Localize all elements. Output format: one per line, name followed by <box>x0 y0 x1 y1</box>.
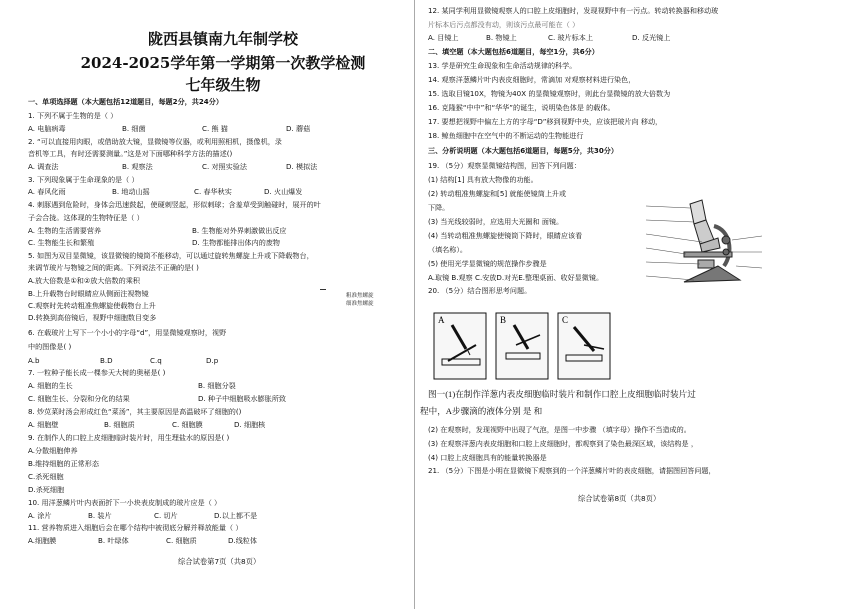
option: C. 细胞膜 <box>172 420 203 429</box>
coarse-adjustment-label: 粗准焦螺旋 <box>346 293 374 299</box>
question-4-options-a <box>28 226 287 235</box>
option: C. 对照实验法 <box>202 162 247 171</box>
option: A. 细胞壁 <box>28 420 59 429</box>
question-7: 7. 一粒种子能长成一棵参天大树的奥秘是( ) <box>28 368 166 377</box>
option: B. 细胞质 <box>104 420 135 429</box>
option: B. 观察法 <box>122 162 153 171</box>
question-6-line1: 6. 在载玻片上写下一个小小的字母“d”，用显微镜观察时，视野 <box>28 328 227 337</box>
question-19-part2-line2: 下降。 <box>428 203 450 212</box>
question-19-part5-options: A.取镜 B.观察 C.安放D.对光E.整理桌面、收好显微镜。 <box>428 273 604 282</box>
question-5-option-c: C.观察时先转动粗准焦螺旋使载物台上升 <box>28 301 156 310</box>
option: A. 细胞的生长 <box>28 381 73 390</box>
option: D.以上都不是 <box>214 511 258 520</box>
figure-caption-line2: 程中，A步骤滴的液体分别 是 和 <box>420 406 543 416</box>
question-16: 16. 克隆猴“中中”和“华华”的诞生，说明染色体是 的载体。 <box>428 103 615 112</box>
question-9-option-d: D.杀死细胞 <box>28 485 65 494</box>
question-19-part5: (5) 使用光学显微镜的规范操作步骤是 <box>428 259 547 268</box>
option: C. 细胞质 <box>166 536 197 545</box>
option: A. 涂片 <box>28 511 52 520</box>
question-10-options <box>28 511 257 520</box>
question-19-part2-line1: (2) 转动粗准焦螺旋和[5] 就能使镜筒上升或 <box>428 189 567 198</box>
page-footer-right: 综合试卷第8页（共8页） <box>578 494 661 503</box>
option: B. 地动山摇 <box>112 187 150 196</box>
option: B. 细胞分裂 <box>198 381 236 390</box>
question-12-line1: 12. 某同学利用显微镜观察人的口腔上皮细胞时，发现视野中有一污点。转动转换器和移动玻 <box>428 6 719 15</box>
option: A.细胞膜 <box>28 536 57 545</box>
question-7-options-b <box>28 394 286 403</box>
option: B. 叶绿体 <box>98 536 129 545</box>
question-9-option-c: C.杀死细胞 <box>28 472 64 481</box>
section-1-heading: 一、单项选择题（本大题包括12道题目，每题2分，共24分） <box>28 97 223 106</box>
question-2-options <box>28 162 317 171</box>
question-4-options-b <box>28 238 280 247</box>
option: C. 春华秋实 <box>194 187 232 196</box>
option: B. 细菌 <box>122 124 146 133</box>
question-9: 9. 在制作人的口腔上皮细胞临时装片时，用生理盐水的原因是( ) <box>28 433 230 442</box>
option: B. 装片 <box>88 511 112 520</box>
option: B. 生物能对外界刺激做出反应 <box>192 226 287 235</box>
option: A.b <box>28 356 40 365</box>
question-1: 1. 下列不属于生物的是（ ） <box>28 111 118 120</box>
question-15: 15. 选取目镜10X，物镜为40X 的显微镜观察时，则此台显微镜的放大倍数为 <box>428 89 671 98</box>
question-20-part4: (4) 口腔上皮细胞具有的能量转换器是 <box>428 453 547 462</box>
option: D. 生物都能排出体内的废物 <box>192 238 281 247</box>
microscope-diagram <box>644 196 764 292</box>
question-20: 20. （5分）结合图形思考问题。 <box>428 286 532 295</box>
section-3-heading: 三、分析说明题（本大题包括6道题目，每题5分，共30分） <box>428 146 618 155</box>
question-19: 19. （5分）观察显微镜结构图，回答下列问题： <box>428 161 581 170</box>
question-2-line1: 2. “可以直接用肉眼，或借助放大镜，显微镜等仪器，或利用照相机，摄像机，录 <box>28 137 282 146</box>
option: D. 模拟法 <box>286 162 318 171</box>
option: B. 物镜上 <box>486 33 517 42</box>
question-1-options <box>28 124 310 133</box>
question-12-line2: 片标本后污点都没有动，则该污点最可能在（ ） <box>428 20 580 29</box>
panel-c-label: C <box>562 315 569 325</box>
question-21: 21. （5分）下图是小明在显微镜下观察到的一个洋葱鳞片叶的表皮细胞，请据图回答问题， <box>428 466 716 475</box>
option: C.q <box>150 356 162 365</box>
option: A. 生物的生活需要营养 <box>28 226 102 235</box>
question-5-option-d: D.转换到高倍镜后，视野中细胞数目变多 <box>28 313 157 322</box>
question-6-options <box>28 356 218 365</box>
question-2-line2: 音机等工具，有时还需要测量。”这是对下面哪种科学方法的描述() <box>28 149 233 158</box>
option: B.D <box>100 356 113 365</box>
question-9-option-a: A.分散细胞伸养 <box>28 446 78 455</box>
question-20-part3: (3) 在观察洋葱内表皮细胞和口腔上皮细胞时，都观察到了染色最深区域，该结构是 ， <box>428 439 698 448</box>
option: D.p <box>206 356 219 365</box>
option: D. 反光镜上 <box>632 33 671 42</box>
option: A. 调查法 <box>28 162 59 171</box>
fine-adjustment-label: 细准焦螺旋 <box>346 301 374 307</box>
question-19-part4-line1: (4) 当转动粗准焦螺旋使镜筒下降时，眼睛应该看 <box>428 231 583 240</box>
question-14: 14. 观察洋葱鳞片叶内表皮细胞时，常滴加 对观察材料进行染色， <box>428 75 636 84</box>
option: C. 细胞生长、分裂和分化的结果 <box>28 394 130 403</box>
question-8: 8. 炒苋菜时汤会形成红色“菜汤”，其主要原因是高温破坏了细胞的() <box>28 407 242 416</box>
question-5-line2: 来调节玻片与物镜之间的距离。下列说法不正确的是( ) <box>28 263 199 272</box>
option: D. 种子中细胞吸水膨胀所致 <box>198 394 287 403</box>
school-title: 陇西县镇南九年制学校 <box>147 30 298 48</box>
exam-title: 2024-2025学年第一学期第一次教学检测 <box>80 54 366 72</box>
option: A. 春风化雨 <box>28 187 66 196</box>
figure-caption-line1: 图一(1)在制作洋葱内表皮细胞临时装片和制作口腔上皮细胞临时装片过 <box>428 389 696 399</box>
question-7-options-a <box>28 381 236 390</box>
question-12-options <box>428 33 670 42</box>
page-footer-left: 综合试卷第7页（共8页） <box>178 557 261 566</box>
option: A. 目镜上 <box>428 33 459 42</box>
option: C. 玻片标本上 <box>548 33 593 42</box>
option: C. 熊 猫 <box>202 124 228 133</box>
option: C. 切片 <box>154 511 178 520</box>
question-18: 18. 鲸鱼细胞中在空气中的不断运动的生物能进行 <box>428 131 584 140</box>
question-20-part2: (2) 在观察时，发现视野中出现了气泡，是图一中步骤 （填字母）操作不当造成的。 <box>428 425 691 434</box>
option: D.线粒体 <box>228 536 257 545</box>
question-9-option-b: B.维持细胞的正常形态 <box>28 459 99 468</box>
question-8-options <box>28 420 265 429</box>
question-17: 17. 要想把视野中偏左上方的字母“D”移到视野中央，应该把玻片向 移动， <box>428 117 663 126</box>
microscope-pointer-line <box>320 289 326 290</box>
question-5-option-a: A.放大倍数是①和②放大倍数的乘积 <box>28 276 140 285</box>
question-4-line1: 4. 刺豚遇到危险时，身体会迅速鼓起，使硬刺竖起，形似刺球；含羞草受到触碰时，展开的叶 <box>28 200 321 209</box>
option: C. 生物能生长和繁殖 <box>28 238 95 247</box>
figure-step-drawings <box>432 305 612 385</box>
option: D. 细胞核 <box>234 420 266 429</box>
question-19-part4-line2: （填名称）。 <box>428 245 468 254</box>
panel-b-label: B <box>500 315 507 325</box>
question-6-line2: 中的图像是( ) <box>28 342 72 351</box>
question-19-part1: (1) 结构[1] 具有放大物像的功能。 <box>428 175 538 184</box>
question-4-line2: 子会合拢。这体现的生物特征是（ ） <box>28 213 144 222</box>
question-3-options <box>28 187 302 196</box>
question-13: 13. 学是研究生命现象和生命活动规律的科学。 <box>428 61 577 70</box>
panel-a-label: A <box>438 315 445 325</box>
question-19-part3: (3) 当光线较弱时，应选用大光圈和 面镜。 <box>428 217 564 226</box>
option: A. 电脑病毒 <box>28 124 66 133</box>
figure-one <box>432 305 612 385</box>
section-2-heading: 二、填空题（本大题包括6道题目，每空1分，共6分） <box>428 47 599 56</box>
question-11: 11. 营养物质进入细胞后会在哪个结构中被彻底分解并释放能量（ ） <box>28 523 243 532</box>
question-5-option-b: B.上升载物台时眼睛应从侧面注视物镜 <box>28 289 149 298</box>
question-5-line1: 5. 如图为双目显微镜，该显微镜的镜筒不能移动，可以通过旋转焦螺旋上升或下降载物台， <box>28 251 314 260</box>
option: D. 蘑菇 <box>286 124 311 133</box>
question-10: 10. 用洋葱鳞片叶内表面折下一小块表皮制成的玻片应是（ ） <box>28 498 222 507</box>
question-3: 3. 下列现象属于生命现象的是（ ） <box>28 175 139 184</box>
subject-title: 七年级生物 <box>185 76 261 94</box>
question-11-options <box>28 536 257 545</box>
option: D. 火山爆发 <box>264 187 303 196</box>
